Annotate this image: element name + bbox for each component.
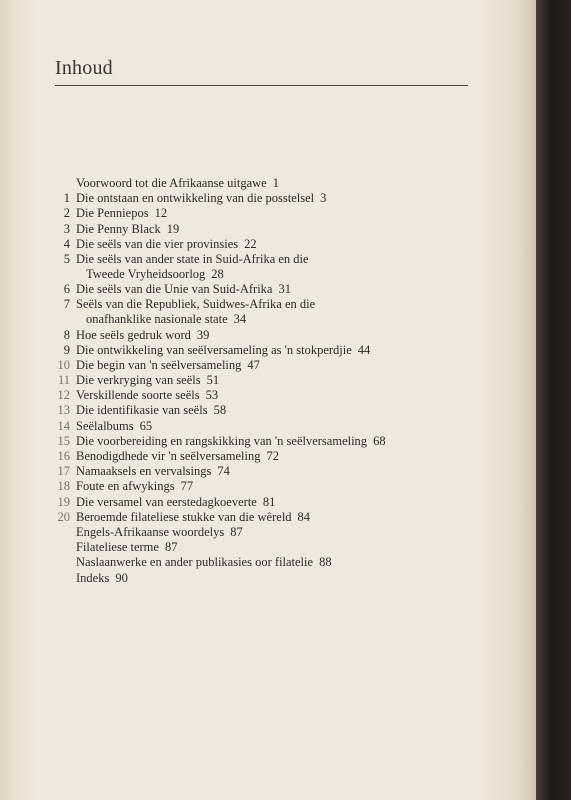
toc-entry [46,176,476,191]
toc-entry [46,479,476,494]
page-number: 39 [196,327,210,342]
toc-entry [46,571,476,586]
toc-entry [46,191,476,206]
table-of-contents [46,176,476,586]
toc-entry [46,206,476,221]
chapter-number: 6 [63,282,70,297]
page-number: 68 [373,433,386,448]
entry-title: Seëlalbums [76,418,134,433]
toc-entry [46,328,476,343]
chapter-number: 12 [57,388,70,403]
toc-entry [46,449,476,464]
chapter-number: 17 [57,464,70,479]
entry-title: Die ontstaan en ontwikkeling van die posstelsel [76,191,315,206]
page-number: 88 [319,555,332,570]
entry-title: Benodigdhede vir 'n seëlversameling [76,449,261,463]
entry-title: Naslaanwerke en ander publikasies oor filatelie [76,555,314,570]
toc-entry [46,358,476,373]
chapter-number: 11 [57,373,70,388]
toc-entry [46,222,476,237]
chapter-number: 1 [63,191,70,206]
page-number: 77 [180,479,194,494]
chapter-number: 8 [63,327,70,342]
chapter-number: 9 [63,342,70,357]
page-title: Inhoud [55,57,113,79]
chapter-number: 10 [57,357,70,372]
page-number: 90 [115,570,128,585]
entry-title-continuation: Tweede Vryheidsoorlog [86,266,206,281]
page-number: 65 [139,418,153,433]
page-number: 3 [320,191,327,206]
page-number: 28 [211,266,224,281]
page-number: 51 [206,373,220,388]
page-number: 19 [166,221,180,236]
toc-entry [46,464,476,479]
entry-title: Die identifikasie van seëls [76,403,208,418]
chapter-number: 16 [57,449,70,463]
chapter-number: 14 [57,418,70,433]
entry-title: Hoe seëls gedruk word [76,327,191,342]
entry-title: Voorwoord tot die Afrikaanse uitgawe [76,176,267,190]
toc-entry [46,252,476,282]
chapter-number: 2 [63,206,70,221]
chapter-number: 13 [57,403,70,418]
entry-title: Foute en afwykings [76,479,175,494]
entry-title: Die seëls van ander state in Suid-Afrika en die [76,251,309,266]
page-number: 72 [266,449,279,463]
chapter-number: 5 [63,251,70,266]
entry-title: Die seëls van die vier provinsies [76,236,239,251]
chapter-number: 4 [63,236,70,251]
toc-entry [46,540,476,555]
page-number: 47 [247,357,260,372]
toc-entry [46,237,476,252]
entry-title: Engels-Afrikaanse woordelys [76,524,225,539]
entry-title: Die verkryging van seëls [76,373,201,388]
toc-entry [46,343,476,358]
page-edge-shadow [536,0,571,800]
page-number: 81 [262,494,276,509]
entry-title: Die versamel van eerstedagkoeverte [76,494,257,509]
page-number: 22 [244,236,257,251]
page-number: 53 [205,388,219,403]
entry-title: Beroemde filateliese stukke van die wêreld [76,509,292,524]
toc-entry [46,282,476,297]
chapter-number: 3 [63,221,70,236]
chapter-number: 20 [57,509,70,524]
entry-title: Die Penny Black [76,221,161,236]
entry-title: Namaaksels en vervalsings [76,464,212,479]
page-number: 1 [272,176,279,190]
entry-title: Verskillende soorte seëls [76,388,200,403]
page-number: 44 [357,342,371,357]
entry-title: Filateliese terme [76,540,159,555]
toc-entry [46,403,476,418]
page-number: 34 [233,312,247,327]
toc-entry [46,419,476,434]
entry-title: Die voorbereiding en rangskikking van 'n seëlversameling [76,433,368,448]
entry-title: Indeks [76,570,110,585]
entry-title: Seëls van die Republiek, Suidwes-Afrika en die [76,297,316,312]
page-number: 31 [278,282,291,297]
chapter-number: 7 [63,297,70,312]
page-number: 84 [297,509,311,524]
toc-entry [46,297,476,327]
entry-title-continuation: onafhanklike nasionale state [86,312,228,327]
page-number: 87 [164,540,178,555]
entry-title: Die seëls van die Unie van Suid-Afrika [76,282,273,297]
toc-entry [46,555,476,570]
entry-title: Die Penniepos [76,206,149,221]
toc-entry [46,525,476,540]
page-number: 87 [230,524,243,539]
page-number: 12 [154,206,168,221]
toc-entry [46,510,476,525]
toc-entry [46,388,476,403]
chapter-number: 15 [57,433,70,448]
toc-entry [46,373,476,388]
chapter-number: 19 [57,494,70,509]
page-number: 74 [217,464,230,479]
entry-title: Die ontwikkeling van seëlversameling as 'n stokperdjie [76,342,352,357]
toc-entry [46,434,476,449]
toc-entry [46,495,476,510]
page-number: 58 [213,403,227,418]
chapter-number: 18 [57,479,70,494]
title-rule [55,85,468,86]
entry-title: Die begin van 'n seëlversameling [76,357,242,372]
